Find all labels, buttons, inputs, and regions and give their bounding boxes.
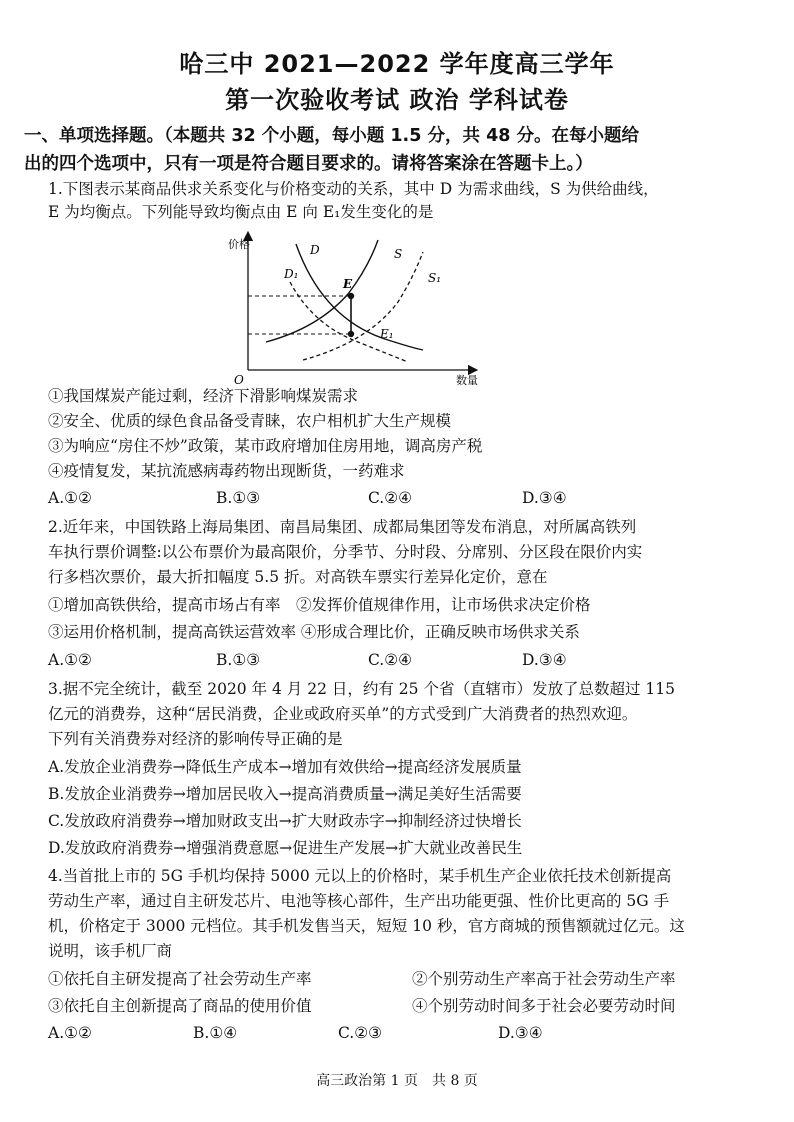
label-d: D bbox=[310, 243, 320, 257]
option-b: B.①④ bbox=[193, 1024, 238, 1042]
q3-option: A.发放企业消费券→降低生产成本→增加有效供给→提高经济发展质量 bbox=[48, 758, 522, 776]
q3-stem-line: 下列有关消费券对经济的影响传导正确的是 bbox=[48, 730, 343, 748]
demand-curve-d bbox=[296, 244, 423, 350]
option-b: B.①③ bbox=[216, 651, 261, 669]
q2-stem-line: 车执行票价调整:以公布票价为最高限价，分季节、分时段、分席别、分区段在限价内实 bbox=[48, 543, 643, 561]
q1-item: ①我国煤炭产能过剩，经济下滑影响煤炭需求 bbox=[48, 387, 359, 405]
q4-stem-line: 说明，该手机厂商 bbox=[48, 942, 173, 960]
section-heading-line: 一、单项选择题。（本题共 32 个小题，每小题 1.5 分，共 48 分。在每小题给 bbox=[24, 126, 640, 146]
label-s: S bbox=[394, 247, 403, 261]
supply-demand-graph bbox=[218, 230, 518, 390]
option-c: C.②④ bbox=[368, 489, 413, 507]
option-c: C.②④ bbox=[368, 651, 413, 669]
label-e: E bbox=[343, 277, 353, 291]
q1-item: ③为响应“房住不炒”政策，某市政府增加住房用地，调高房产税 bbox=[48, 437, 483, 455]
option-d: D.③④ bbox=[522, 651, 567, 669]
q1-stem-line: E 为均衡点。下列能导致均衡点由 E 向 E₁发生变化的是 bbox=[48, 203, 434, 221]
label-d1: D₁ bbox=[284, 267, 299, 281]
option-a: A.①② bbox=[48, 489, 92, 507]
label-s1: S₁ bbox=[428, 271, 442, 285]
q1-item: ④疫情复发，某抗流感病毒药物出现断货，一药难求 bbox=[48, 462, 405, 480]
q2-item: ③运用价格机制，提高高铁运营效率 ④形成合理比价，正确反映市场供求关系 bbox=[48, 623, 580, 641]
option-a: A.①② bbox=[48, 1024, 92, 1042]
q2-stem-line: 2.近年来，中国铁路上海局集团、南昌局集团、成都局集团等发布消息，对所属高铁列 bbox=[48, 518, 637, 536]
option-c: C.②③ bbox=[338, 1024, 383, 1042]
q3-option: D.发放政府消费券→增强消费意愿→促进生产发展→扩大就业改善民生 bbox=[48, 839, 523, 857]
equilibrium-point-e bbox=[348, 293, 354, 299]
supply-curve-s bbox=[266, 240, 378, 342]
q2-stem-line: 行多档次票价，最大折扣幅度 5.5 折。对高铁车票实行差异化定价，意在 bbox=[48, 568, 548, 586]
q4-item: ③依托自主创新提高了商品的使用价值 bbox=[48, 997, 312, 1015]
y-axis-label: 价格 bbox=[228, 238, 250, 251]
q3-option: C.发放政府消费券→增加财政支出→扩大财政赤字→抑制经济过快增长 bbox=[48, 812, 522, 830]
q3-stem-line: 3.据不完全统计，截至 2020 年 4 月 22 日，约有 25 个省（直辖市）发放了总数超过 115 bbox=[48, 680, 675, 698]
exam-subtitle: 第一次验收考试 政治 学科试卷 bbox=[225, 86, 569, 114]
q4-item: ④个别劳动时间多于社会必要劳动时间 bbox=[412, 997, 676, 1015]
page-footer: 高三政治第 1 页 共 8 页 bbox=[316, 1073, 478, 1089]
origin-label: O bbox=[234, 373, 244, 387]
q4-item: ②个别劳动生产率高于社会劳动生产率 bbox=[412, 970, 676, 988]
option-b: B.①③ bbox=[216, 489, 261, 507]
option-a: A.①② bbox=[48, 651, 92, 669]
q3-stem-line: 亿元的消费券，这种“居民消费，企业或政府买单”的方式受到广大消费者的热烈欢迎。 bbox=[48, 705, 638, 723]
q1-stem-line: 1.下图表示某商品供求关系变化与价格变动的关系，其中 D 为需求曲线，S 为供给曲线， bbox=[48, 180, 659, 198]
q4-stem-line: 机，价格定于 3000 元档位。其手机发售当天，短短 10 秒，官方商城的预售额就过亿元。这 bbox=[48, 917, 685, 935]
equilibrium-point-e1 bbox=[348, 331, 354, 337]
section-heading-line: 出的四个选项中，只有一项是符合题目要求的。请将答案涂在答题卡上。） bbox=[24, 154, 593, 174]
label-e1: E₁ bbox=[380, 327, 394, 341]
q4-stem-line: 劳动生产率，通过自主研发芯片、电池等核心部件，生产出功能更强、性价比更高的 5G 手 bbox=[48, 892, 670, 910]
q1-item: ②安全、优质的绿色食品备受青睐，农户相机扩大生产规模 bbox=[48, 412, 452, 430]
x-axis-label: 数量 bbox=[456, 374, 478, 387]
option-d: D.③④ bbox=[498, 1024, 543, 1042]
q2-item: ①增加高铁供给，提高市场占有率 ②发挥价值规律作用，让市场供求决定价格 bbox=[48, 596, 591, 614]
q4-stem-line: 4.当首批上市的 5G 手机均保持 5000 元以上的价格时，某手机生产企业依托技术创新提高 bbox=[48, 867, 672, 885]
q4-item: ①依托自主研发提高了社会劳动生产率 bbox=[48, 970, 312, 988]
exam-title: 哈三中 2021—2022 学年度高三学年 bbox=[179, 50, 615, 78]
option-d: D.③④ bbox=[522, 489, 567, 507]
q3-option: B.发放企业消费券→增加居民收入→提高消费质量→满足美好生活需要 bbox=[48, 785, 522, 803]
section-heading bbox=[24, 122, 774, 178]
